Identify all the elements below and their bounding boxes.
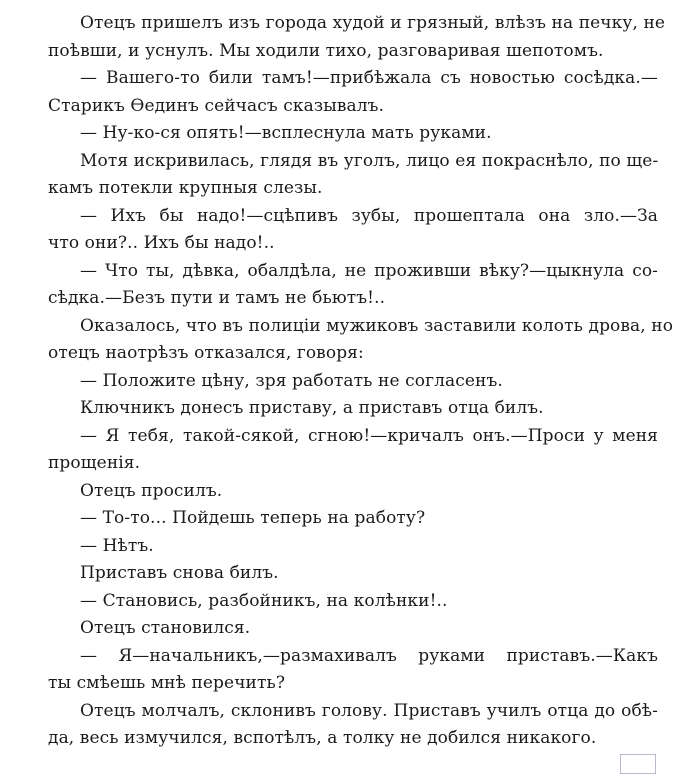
text-line: Мотя искривилась, глядя въ уголъ, лицо ея покраснѣло, по ще- (80, 150, 659, 171)
text-line: — То-то... Пойдешь теперь на работу? (80, 508, 426, 528)
text-line: Оказалось, что въ полиціи мужиковъ заставили колоть дрова, но (80, 315, 674, 336)
page-corner-marker (620, 754, 656, 774)
text-line: ты смѣешь мнѣ перечить? (48, 673, 286, 693)
text-line: — Что ты, дѣвка, обалдѣла, не проживши вѣку?—цыкнула со- (80, 260, 658, 281)
text-line: — Положите цѣну, зря работать не согласенъ. (80, 370, 503, 391)
text-line: — Я тебя, такой-сякой, сгною!—кричалъ онъ.—Проси у меня (80, 425, 658, 446)
text-line: — Вашего-то били тамъ!—прибѣжала съ новостью сосѣдка.— (80, 68, 658, 88)
text-line: Отецъ просилъ. (80, 480, 223, 501)
text-line: — Становись, разбойникъ, на колѣнки!.. (80, 590, 448, 611)
text-line: Отецъ становился. (80, 618, 251, 638)
text-line: отецъ наотрѣзъ отказался, говоря: (48, 343, 364, 363)
text-line: сѣдка.—Безъ пути и тамъ не бьютъ!.. (48, 288, 386, 308)
text-line: прощенія. (48, 453, 141, 473)
text-line: Отецъ молчалъ, склонивъ голову. Приставъ училъ отца до обѣ- (80, 700, 658, 721)
text-line: — Нѣтъ. (80, 535, 154, 556)
text-line: — Я—начальникъ,—размахивалъ руками приставъ.—Какъ (80, 645, 658, 666)
text-line: что они?.. Ихъ бы надо!.. (48, 233, 275, 253)
text-column (48, 10, 674, 753)
text-line: Ключникъ донесъ приставу, а приставъ отца билъ. (80, 398, 544, 418)
text-line: — Ихъ бы надо!—сцѣпивъ зубы, прошептала она зло.—За (80, 205, 658, 226)
text-line: камъ потекли крупныя слезы. (48, 178, 323, 198)
text-line: Старикъ Ѳединъ сейчасъ сказывалъ. (48, 95, 385, 116)
text-line: поѣвши, и уснулъ. Мы ходили тихо, разговаривая шепотомъ. (48, 40, 604, 61)
text-line: — Ну-ко-ся опять!—всплеснула мать руками. (80, 123, 492, 143)
text-line: Отецъ пришелъ изъ города худой и грязный, влѣзъ на печку, не (80, 13, 666, 33)
text-line: да, весь измучился, вспотѣлъ, а толку не добился никакого. (48, 728, 597, 748)
text-line: Приставъ снова билъ. (80, 563, 279, 583)
